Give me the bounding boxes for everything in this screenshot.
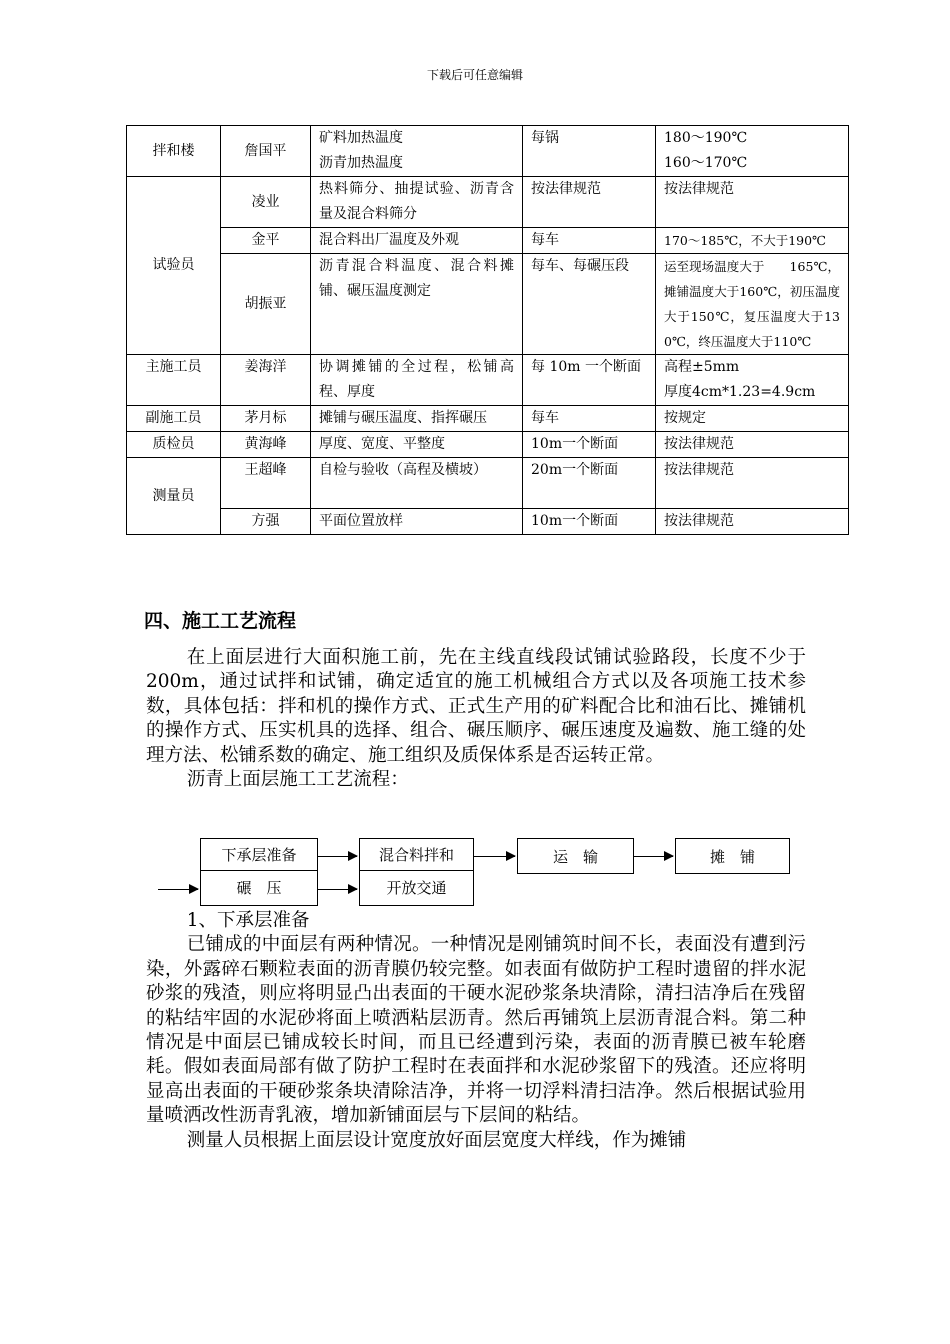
duty-table [126, 125, 849, 535]
table-row [127, 126, 849, 177]
freq-cell: 20m一个断面 [523, 458, 656, 509]
role-cell: 拌和楼 [127, 126, 221, 177]
flow-step-paving: 摊 铺 [675, 838, 790, 874]
base-prep-block [146, 909, 806, 1153]
content-cell: 摊铺与碾压温度、指挥碾压 [311, 406, 523, 432]
freq-cell: 每车、每碾压段 [523, 254, 656, 355]
freq-cell: 10m一个断面 [523, 432, 656, 458]
standard-cell: 运至现场温度大于 165℃，摊铺温度大于160℃，初压温度大于150℃，复压温度大于130℃，终压温度大于110℃ [656, 254, 849, 355]
person-cell: 姜海洋 [221, 355, 311, 406]
content-cell: 热料筛分、抽提试验、沥青含量及混合料筛分 [311, 177, 523, 228]
subheading-base-prep: 1、下承层准备 [186, 910, 310, 931]
intro-block [146, 646, 806, 792]
content-cell: 厚度、宽度、平整度 [311, 432, 523, 458]
content-cell: 沥青混合料温度、混合料摊铺、碾压温度测定 [311, 254, 523, 355]
freq-cell: 每车 [523, 406, 656, 432]
arrow-right-icon [318, 856, 357, 857]
arrow-right-icon [634, 856, 673, 857]
person-cell: 胡振亚 [221, 254, 311, 355]
page-header: 下载后可任意编辑 [426, 68, 523, 82]
table-row [127, 254, 849, 355]
flow-step-mixing: 混合料拌和 [359, 838, 474, 871]
table-row [127, 406, 849, 432]
person-cell: 方强 [221, 509, 311, 535]
paragraph-base-prep: 已铺成的中面层有两种情况。一种情况是刚铺筑时间不长，表面没有遭到污染，外露碎石颗粒表面的沥青膜仍较完整。如表面有做防护工程时遗留的拌水泥砂浆的残渣，则应将明显凸出表面的干硬水泥砂浆条块清除，清扫洁净后在残留的粘结牢固的水泥砂将面上喷洒粘层沥青。然后再铺筑上层沥青混合料。第二种情况是中面层已铺成较长时间，而且已经遭到污染，表面的沥青膜已被车轮磨耗。假如表面局部有做了防护工程时在表面拌和水泥砂浆留下的残渣。还应将明显高出表面的干硬砂浆条块清除洁净，并将一切浮料清扫洁净。然后根据试验用量喷洒改性沥青乳液，增加新铺面层与下层间的粘结。 [146, 934, 806, 1127]
table-row [127, 432, 849, 458]
paragraph-flow-label: 沥青上面层施工工艺流程： [186, 769, 409, 791]
arrow-right-icon [318, 889, 357, 890]
flow-step-transport: 运 输 [517, 838, 634, 874]
freq-cell: 按法律规范 [523, 177, 656, 228]
standard-cell: 按法律规范 [656, 509, 849, 535]
arrow-right-icon [474, 856, 515, 857]
standard-cell: 按法律规范 [656, 458, 849, 509]
freq-cell: 每车 [523, 228, 656, 254]
paragraph-survey: 测量人员根据上面层设计宽度放好面层宽度大样线，作为摊铺 [186, 1129, 687, 1151]
content-cell: 自检与验收（高程及横坡） [311, 458, 523, 509]
freq-cell: 每 10m 一个断面 [523, 355, 656, 406]
role-cell: 副施工员 [127, 406, 221, 432]
person-cell: 金平 [221, 228, 311, 254]
role-cell: 试验员 [127, 177, 221, 355]
section-title: 四、施工工艺流程 [144, 610, 297, 632]
person-cell: 黄海峰 [221, 432, 311, 458]
standard-cell: 高程±5mm 厚度4cm*1.23=4.9cm [656, 355, 849, 406]
table-row [127, 177, 849, 228]
person-cell: 詹国平 [221, 126, 311, 177]
table-row [127, 355, 849, 406]
standard-cell: 按规定 [656, 406, 849, 432]
content-cell: 混合料出厂温度及外观 [311, 228, 523, 254]
standard-cell: 按法律规范 [656, 177, 849, 228]
role-cell: 质检员 [127, 432, 221, 458]
table-row [127, 458, 849, 509]
freq-cell: 10m一个断面 [523, 509, 656, 535]
standard-cell: 按法律规范 [656, 432, 849, 458]
flow-step-base-prep: 下承层准备 [200, 838, 318, 871]
flow-step-open-traffic: 开放交通 [359, 870, 474, 906]
role-cell: 测量员 [127, 458, 221, 535]
arrow-right-icon [158, 889, 198, 890]
person-cell: 王超峰 [221, 458, 311, 509]
table-row [127, 228, 849, 254]
standard-cell: 170～185℃，不大于190℃ [656, 228, 849, 254]
person-cell: 茅月标 [221, 406, 311, 432]
person-cell: 凌业 [221, 177, 311, 228]
table-row [127, 509, 849, 535]
role-cell: 主施工员 [127, 355, 221, 406]
flow-step-compaction: 碾 压 [200, 870, 318, 906]
content-cell: 矿料加热温度 沥青加热温度 [311, 126, 523, 177]
freq-cell: 每锅 [523, 126, 656, 177]
content-cell: 平面位置放样 [311, 509, 523, 535]
standard-cell: 180～190℃ 160～170℃ [656, 126, 849, 177]
content-cell: 协调摊铺的全过程，松铺高程、厚度 [311, 355, 523, 406]
paragraph-intro: 在上面层进行大面积施工前，先在主线直线段试铺试验路段，长度不少于200m，通过试拌和试铺，确定适宜的施工机械组合方式以及各项施工技术参数，具体包括：拌和机的操作方式、正式生产用的矿料配合比和油石比、摊铺机的操作方式、压实机具的选择、组合、碾压顺序、碾压速度及遍数、施工缝的处理方法、松铺系数的确定、施工组织及质保体系是否运转正常。 [146, 647, 806, 766]
